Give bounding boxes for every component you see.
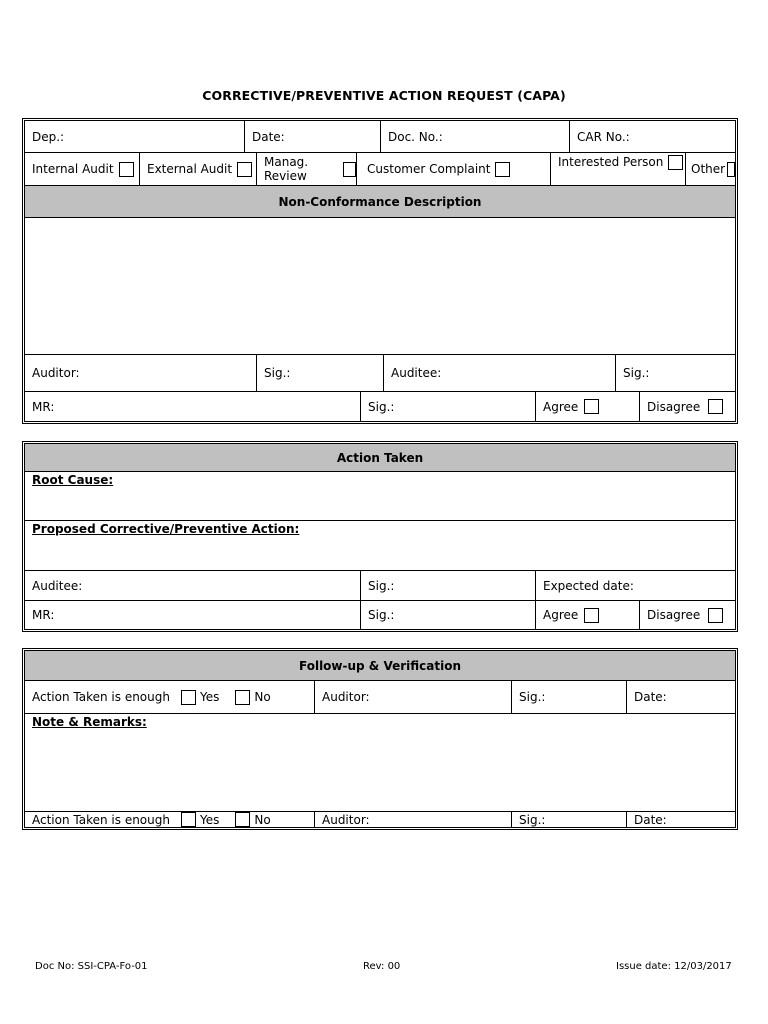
action-enough-label: Action Taken is enough <box>32 690 170 704</box>
mr-field[interactable] <box>25 392 360 421</box>
doc-no-label: Doc. No.: <box>388 129 443 144</box>
yes-checkbox-2[interactable] <box>181 812 196 827</box>
sig-label-3: Sig.: <box>519 690 546 704</box>
mr-label: MR: <box>32 399 55 414</box>
proposed-action-area[interactable] <box>25 520 735 570</box>
followup-section <box>22 648 738 830</box>
date-label-4: Date: <box>634 812 667 827</box>
car-no-field[interactable] <box>569 121 735 152</box>
date-field-3[interactable] <box>626 681 735 713</box>
form-title: CORRECTIVE/PREVENTIVE ACTION REQUEST (CAPA) <box>202 88 566 103</box>
date-label: Date: <box>252 129 285 144</box>
dep-field[interactable] <box>25 121 244 152</box>
internal-audit-option[interactable] <box>25 153 139 185</box>
car-no-label: CAR No.: <box>577 129 630 144</box>
footer-rev: Rev: 00 <box>363 961 401 972</box>
yes-label: Yes <box>199 690 220 704</box>
mr-row-2 <box>25 600 735 629</box>
interested-person-label: Interested Person <box>558 155 664 169</box>
followup-header <box>25 651 735 680</box>
agree-checkbox[interactable] <box>584 399 599 414</box>
other-option[interactable] <box>685 153 735 185</box>
remarks-area[interactable] <box>25 713 735 811</box>
auditor-field[interactable] <box>25 355 256 391</box>
action-taken-header <box>25 444 735 471</box>
agree-option[interactable] <box>535 392 639 421</box>
disagree-label: Disagree <box>647 399 701 414</box>
manag-review-label: Manag. Review <box>264 155 309 183</box>
action-taken-section <box>22 441 738 632</box>
nonconformance-header-text: Non-Conformance Description <box>278 194 482 209</box>
agree-checkbox-2[interactable] <box>584 608 599 623</box>
customer-complaint-checkbox[interactable] <box>495 162 510 177</box>
other-label: Other <box>691 162 726 176</box>
auditee-field-2[interactable] <box>25 571 360 600</box>
auditee-expected-row <box>25 570 735 600</box>
other-checkbox[interactable] <box>727 162 735 177</box>
auditor-label-4: Auditor: <box>322 812 370 827</box>
mr-row <box>25 391 735 421</box>
disagree-option-2[interactable] <box>639 601 735 629</box>
auditor-label: Auditor: <box>32 366 80 380</box>
action-enough-field <box>25 681 314 713</box>
internal-audit-checkbox[interactable] <box>119 162 134 177</box>
nonconformance-header-row <box>25 185 735 217</box>
auditee-sig-label: Sig.: <box>623 366 650 380</box>
agree-label-2: Agree <box>543 608 579 622</box>
action-taken-header-row <box>25 444 735 471</box>
manag-review-checkbox[interactable] <box>343 162 356 177</box>
interested-person-checkbox[interactable] <box>668 155 683 170</box>
nonconformance-section <box>22 118 738 424</box>
external-audit-checkbox[interactable] <box>237 162 252 177</box>
root-cause-label: Root Cause: <box>32 473 114 487</box>
nonconformance-header <box>25 186 735 217</box>
date-field-4[interactable] <box>626 812 735 827</box>
auditor-sig-field[interactable] <box>256 355 383 391</box>
manag-review-option[interactable] <box>256 153 356 185</box>
expected-date-label: Expected date: <box>543 578 634 593</box>
header-fields-row <box>25 121 735 152</box>
nonconformance-description-area[interactable] <box>25 217 735 354</box>
no-checkbox[interactable] <box>235 690 250 705</box>
auditor-label-3: Auditor: <box>322 690 370 704</box>
doc-no-field[interactable] <box>380 121 569 152</box>
remarks-label: Note & Remarks: <box>32 715 147 729</box>
sig-label-4: Sig.: <box>519 812 546 827</box>
sig-field-3[interactable] <box>511 681 626 713</box>
interested-person-option[interactable] <box>550 153 685 185</box>
no-label-2: No <box>254 812 271 827</box>
sig-field-4[interactable] <box>511 812 626 827</box>
root-cause-area[interactable] <box>25 471 735 520</box>
customer-complaint-label: Customer Complaint <box>367 162 491 176</box>
external-audit-option[interactable] <box>139 153 256 185</box>
dep-label: Dep.: <box>32 129 65 144</box>
mr-sig-label: Sig.: <box>368 399 395 414</box>
mr-sig-field[interactable] <box>360 392 535 421</box>
disagree-label-2: Disagree <box>647 608 701 622</box>
agree-label: Agree <box>543 399 579 414</box>
action-taken-header-text: Action Taken <box>336 450 424 465</box>
auditee-sig-field[interactable] <box>615 355 735 391</box>
auditor-field-3[interactable] <box>314 681 511 713</box>
action-enough-label-2: Action Taken is enough <box>32 812 170 827</box>
date-label-3: Date: <box>634 690 667 704</box>
source-row <box>25 152 735 185</box>
auditee-field[interactable] <box>383 355 615 391</box>
date-field[interactable] <box>244 121 380 152</box>
yes-checkbox[interactable] <box>181 690 196 705</box>
customer-complaint-option[interactable] <box>356 153 550 185</box>
mr-label-2: MR: <box>32 608 55 622</box>
auditor-sig-label: Sig.: <box>264 366 291 380</box>
proposed-action-label: Proposed Corrective/Preventive Action: <box>32 522 300 536</box>
agree-option-2[interactable] <box>535 601 639 629</box>
expected-date-field[interactable] <box>535 571 735 600</box>
external-audit-label: External Audit <box>147 162 233 176</box>
internal-audit-label: Internal Audit <box>32 162 114 176</box>
verification-row-2 <box>25 811 735 827</box>
auditee-sig-field-2[interactable] <box>360 571 535 600</box>
no-label: No <box>254 690 271 704</box>
auditee-sig-label-2: Sig.: <box>368 578 395 593</box>
footer-doc-no: Doc No: SSI-CPA-Fo-01 <box>35 961 148 972</box>
mr-sig-field-2[interactable] <box>360 601 535 629</box>
disagree-option[interactable] <box>639 392 735 421</box>
disagree-checkbox[interactable] <box>708 399 723 414</box>
auditor-row <box>25 354 735 391</box>
auditee-label: Auditee: <box>391 366 442 380</box>
action-enough-field-2 <box>25 812 314 827</box>
footer-issue-date: Issue date: 12/03/2017 <box>616 961 732 972</box>
auditor-field-4[interactable] <box>314 812 511 827</box>
no-checkbox-2[interactable] <box>235 812 250 827</box>
yes-label-2: Yes <box>199 812 220 827</box>
verification-row-1 <box>25 680 735 713</box>
followup-header-row <box>25 651 735 680</box>
mr-sig-label-2: Sig.: <box>368 608 395 622</box>
auditee-label-2: Auditee: <box>32 578 83 593</box>
mr-field-2[interactable] <box>25 601 360 629</box>
disagree-checkbox-2[interactable] <box>708 608 723 623</box>
followup-header-text: Follow-up & Verification <box>299 658 461 673</box>
